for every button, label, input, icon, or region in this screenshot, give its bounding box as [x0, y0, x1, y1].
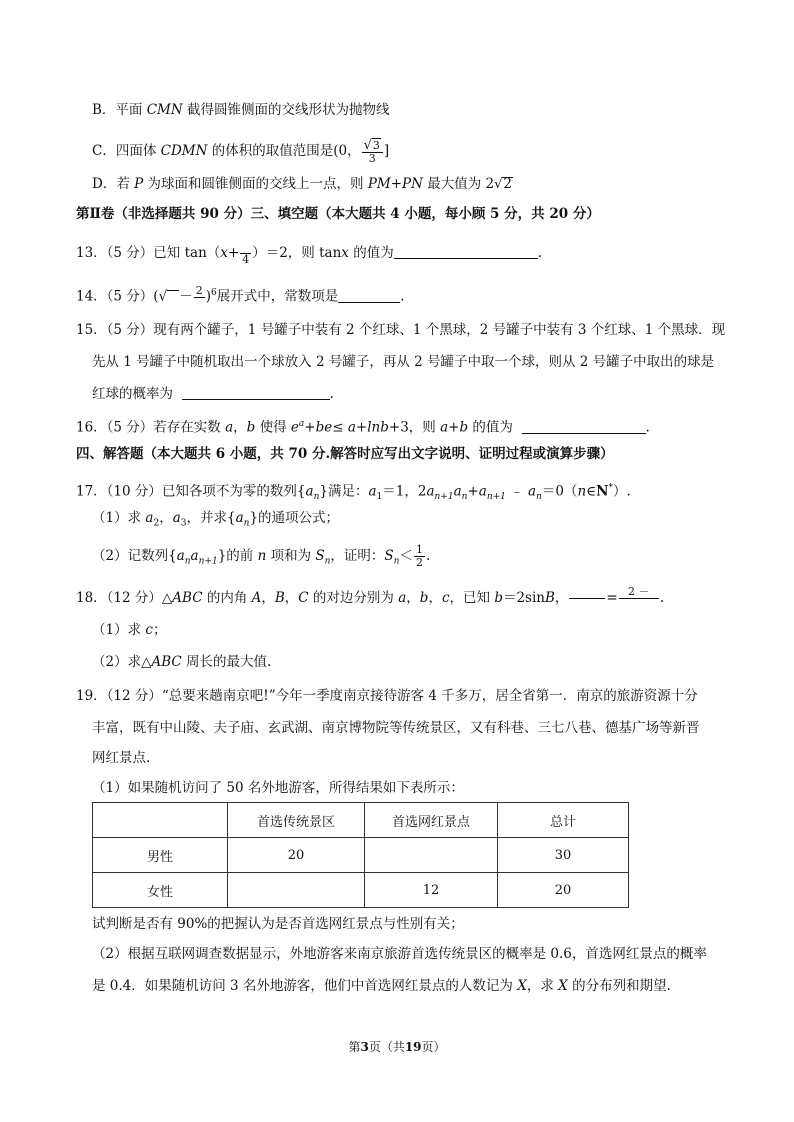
math-var: a — [478, 483, 487, 500]
table-cell: 30 — [498, 838, 629, 873]
question-17-part-2 — [92, 544, 430, 572]
fraction-denominator: 2 — [415, 556, 423, 569]
table-row — [93, 838, 629, 873]
subscript: n — [461, 492, 468, 503]
text: }的前 — [217, 548, 258, 564]
answer-blank — [182, 385, 330, 400]
text: ＝1，2 — [382, 483, 427, 500]
text: ）. — [612, 483, 631, 500]
math-var: ABC — [151, 654, 182, 670]
text: . — [645, 419, 650, 436]
table-header-row — [93, 803, 629, 838]
text: ， — [233, 419, 247, 436]
fraction-numerator: 2 － — [619, 586, 659, 599]
text: }满足： — [319, 483, 369, 500]
text: 第 — [348, 1040, 361, 1054]
math-var: S — [315, 548, 325, 564]
page-footer — [0, 1038, 794, 1055]
text: . — [329, 386, 334, 402]
q12-option-d: D．若 P 为球面和圆锥侧面的交线上一点，则 PM+PN 最大值为 2√2 — [92, 176, 512, 192]
text: ] — [383, 143, 390, 159]
text: 的值为 — [348, 245, 394, 261]
text: ， — [554, 590, 569, 606]
text: 周长的最大值. — [181, 654, 272, 670]
exponent: 6 — [210, 288, 217, 298]
math-var: B — [545, 590, 555, 606]
text: 截得圆锥侧面的交线形状为抛物线 — [182, 102, 390, 118]
radicand: 2 — [503, 176, 512, 192]
subscript: n+1 — [198, 556, 218, 567]
question-19-part-1: （1）如果随机访问了 50 名外地游客，所得结果如下表所示： — [92, 780, 464, 796]
text: ，并求{ — [186, 510, 236, 526]
section-header-fill-blank: 第Ⅱ卷（非选择题共 90 分）三、填空题（本大题共 4 小题，每小顾 5 分，共 20 分） — [76, 206, 600, 222]
math-var: b — [494, 590, 503, 606]
math-var: b — [419, 590, 429, 606]
math-var: a — [453, 483, 462, 500]
math-var: a — [398, 590, 407, 606]
subscript: n — [243, 518, 250, 529]
math-var: a — [176, 548, 185, 564]
exponent: a — [298, 419, 305, 429]
text: 项和为 — [266, 548, 316, 564]
subscript: n+1 — [486, 492, 506, 503]
page-number: 3 — [360, 1040, 369, 1054]
table-cell: 20 — [498, 873, 629, 908]
question-19-part-2-line-2 — [92, 976, 671, 996]
table-cell: 男性 — [93, 838, 228, 873]
fraction-right — [619, 586, 659, 611]
math-var: a — [527, 483, 537, 500]
text: 展开式中，常数项是 — [216, 288, 339, 305]
text: . — [400, 288, 405, 305]
math-var: CDMN — [160, 143, 208, 159]
text: ； — [152, 622, 167, 638]
table-cell: 20 — [228, 838, 365, 873]
subscript: n — [184, 556, 191, 567]
math-var: b — [246, 419, 256, 436]
text: +3，则 — [388, 419, 441, 436]
math-set: N — [596, 483, 609, 500]
question-18 — [76, 586, 664, 611]
math-var: a — [145, 510, 154, 526]
text: （1）求 — [92, 510, 146, 526]
page-total: 19 — [404, 1040, 422, 1054]
text: D．若 — [92, 176, 135, 192]
table-cell — [365, 838, 498, 873]
question-19-table-followup: 试判断是否有 90%的把握认为是否首选网红景点与性别有关； — [92, 916, 464, 932]
math-var: X — [517, 978, 527, 994]
question-19-line-3: 网红景点. — [92, 750, 151, 766]
text: ＝2sin — [502, 590, 545, 606]
text: 的体积的取值范围是(0， — [207, 143, 361, 159]
math-var: a — [347, 419, 356, 436]
text: + — [304, 419, 316, 436]
math-var: x — [341, 245, 349, 261]
text: 使得 — [255, 419, 291, 436]
answer-blank — [522, 419, 646, 434]
question-15-line-1: 15．（5 分）现有两个罐子，1 号罐子中装有 2 个红球、1 个黑球，2 号罐子中装有 3 个红球、1 个黑球．现 — [76, 322, 726, 338]
text: 页（共 — [368, 1040, 405, 1054]
math-var: a — [368, 483, 377, 500]
q12-option-b — [92, 100, 389, 120]
math-var: e — [290, 419, 299, 436]
math-var: be — [315, 419, 333, 436]
math-var: a — [190, 548, 199, 564]
math-var: PM+PN — [367, 176, 423, 192]
math-var: P — [134, 176, 144, 192]
text: . — [537, 245, 542, 261]
math-var: a+b — [440, 419, 469, 436]
fraction — [194, 285, 205, 310]
math-var: a — [225, 419, 234, 436]
text: 为球面和圆锥侧面的交线上一点，则 — [143, 176, 368, 192]
text: ）＝2，则 tan — [252, 245, 342, 261]
text: 的对边分别为 — [308, 590, 399, 606]
question-17-part-1 — [92, 508, 339, 534]
question-19-line-1: 19．（12 分）“总要来趟南京吧!”今年一季度南京接待游客 4 千多万，居全省第一．南京的旅游资源十分 — [76, 688, 698, 704]
fraction-left — [569, 586, 605, 611]
text: ， — [159, 510, 173, 526]
math-var: n — [577, 483, 587, 500]
math-var: S — [384, 548, 394, 564]
text: . — [425, 548, 431, 564]
text: . — [659, 590, 665, 606]
math-var: ABC — [172, 590, 203, 606]
question-18-part-2 — [92, 652, 271, 672]
question-15-line-2: 先从 1 号罐子中随机取出一个球放入 2 号罐子，再从 2 号罐子中取一个球，则从 2 号罐子中取出的球是 — [92, 354, 715, 370]
text: 的内角 — [202, 590, 252, 606]
text: ) — [205, 288, 211, 305]
math-var: a — [235, 510, 244, 526]
table-cell — [228, 873, 365, 908]
question-19-line-2: 丰富，既有中山陵、夫子庙、玄武湖、南京博物院等传统景区，又有科巷、三七八巷、德基广场等新晋 — [92, 720, 700, 736]
text: ＜ — [399, 548, 413, 564]
text: 最大值为 2 — [422, 176, 495, 192]
math-var: B — [274, 590, 285, 606]
text: 13．（5 分）已知 tan（ — [76, 245, 221, 261]
table-header-cell: 总计 — [498, 803, 629, 838]
sqrt-symbol: √ — [158, 288, 168, 305]
fraction-denominator: 3 — [368, 152, 376, 165]
text: ∈ — [586, 483, 597, 500]
q12-option-c — [92, 138, 389, 165]
text: （2）记数列{ — [92, 548, 177, 564]
subscript: n+1 — [434, 492, 454, 503]
math-var: X — [558, 978, 568, 994]
text: = — [606, 590, 618, 606]
math-var: c — [441, 590, 450, 606]
text: － — [179, 288, 193, 305]
text: B．平面 — [92, 102, 147, 118]
text: 页） — [421, 1040, 446, 1054]
text: ，求 — [526, 978, 559, 994]
math-var: c — [145, 622, 153, 638]
fraction-numerator: 3 — [372, 139, 380, 152]
question-19-part-2-line-1: （2）根据互联网调查数据显示，外地游客来南京旅游首选传统景区的概率是 0.6，首选网红景点的概率 — [92, 946, 707, 962]
text: （2）求△ — [92, 654, 152, 670]
answer-blank — [394, 244, 538, 259]
text: }的通项公式； — [249, 510, 340, 526]
fraction-numerator: 2 — [195, 283, 203, 297]
subscript: 2 — [153, 518, 160, 529]
math-var: a — [426, 483, 435, 500]
text: 17．（10 分）已知各项不为零的数列{ — [76, 483, 306, 500]
subscript: n — [324, 556, 331, 567]
math-var: a — [305, 483, 314, 500]
math-var: a — [172, 510, 181, 526]
text: 18．（12 分）△ — [76, 590, 173, 606]
text: C．四面体 — [92, 143, 161, 159]
text: 16．（5 分）若存在实数 — [76, 419, 226, 436]
question-18-part-1 — [92, 620, 166, 640]
subscript: n — [536, 492, 542, 503]
math-var: x — [220, 245, 228, 261]
section-header-solution: 四、解答题（本大题共 6 小题，共 70 分.解答时应写出文字说明、证明过程或演算步骤） — [76, 446, 614, 462]
math-var: CMN — [146, 102, 183, 118]
math-var: C — [298, 590, 309, 606]
subscript: n — [313, 492, 320, 503]
table-header-cell — [93, 803, 228, 838]
text: + — [467, 483, 479, 500]
subscript: 3 — [180, 518, 187, 529]
fraction-numerator: 1 — [415, 543, 423, 556]
survey-table — [92, 802, 629, 908]
text: ， — [428, 590, 442, 606]
question-13 — [76, 241, 542, 266]
subscript: n — [393, 556, 400, 567]
question-14 — [76, 283, 405, 310]
fraction — [414, 544, 425, 569]
question-15-line-3 — [92, 384, 334, 404]
superscript: * — [608, 483, 613, 493]
text: 是 0.4．如果随机访问 3 名外地游客，他们中首选网红景点的人数记为 — [92, 978, 518, 994]
text: + — [227, 245, 240, 261]
fraction — [240, 241, 251, 266]
question-17 — [76, 478, 631, 507]
text: ， — [406, 590, 420, 606]
text: ，证明： — [330, 548, 385, 564]
text: （1）求 — [92, 622, 146, 638]
fraction-denominator: 4 — [242, 253, 250, 266]
text: ，已知 — [449, 590, 495, 606]
fraction: $\frac{√3}{3}$ — [362, 138, 383, 165]
question-16 — [76, 414, 650, 438]
text: ﹣ — [505, 483, 528, 500]
text: 红球的概率为 — [92, 386, 173, 402]
text: 的分布列和期望. — [567, 978, 671, 994]
table-header-cell: 首选网红景点 — [365, 803, 498, 838]
fraction-denominator — [194, 298, 205, 310]
table-cell: 12 — [365, 873, 498, 908]
text: + — [355, 419, 368, 436]
math-var: lnb — [367, 419, 389, 436]
table-header-cell: 首选传统景区 — [228, 803, 365, 838]
math-var: A — [251, 590, 262, 606]
text: ≤ — [332, 419, 348, 436]
text: ， — [284, 590, 299, 606]
table-row — [93, 873, 629, 908]
subscript: 1 — [376, 492, 383, 503]
math-var: n — [257, 548, 267, 564]
text: 14．（5 分）( — [76, 288, 159, 305]
text: ， — [261, 590, 275, 606]
text: ＝0（ — [541, 483, 578, 500]
table-cell: 女性 — [93, 873, 228, 908]
text: 的值为 — [468, 419, 513, 436]
answer-blank — [338, 288, 400, 303]
